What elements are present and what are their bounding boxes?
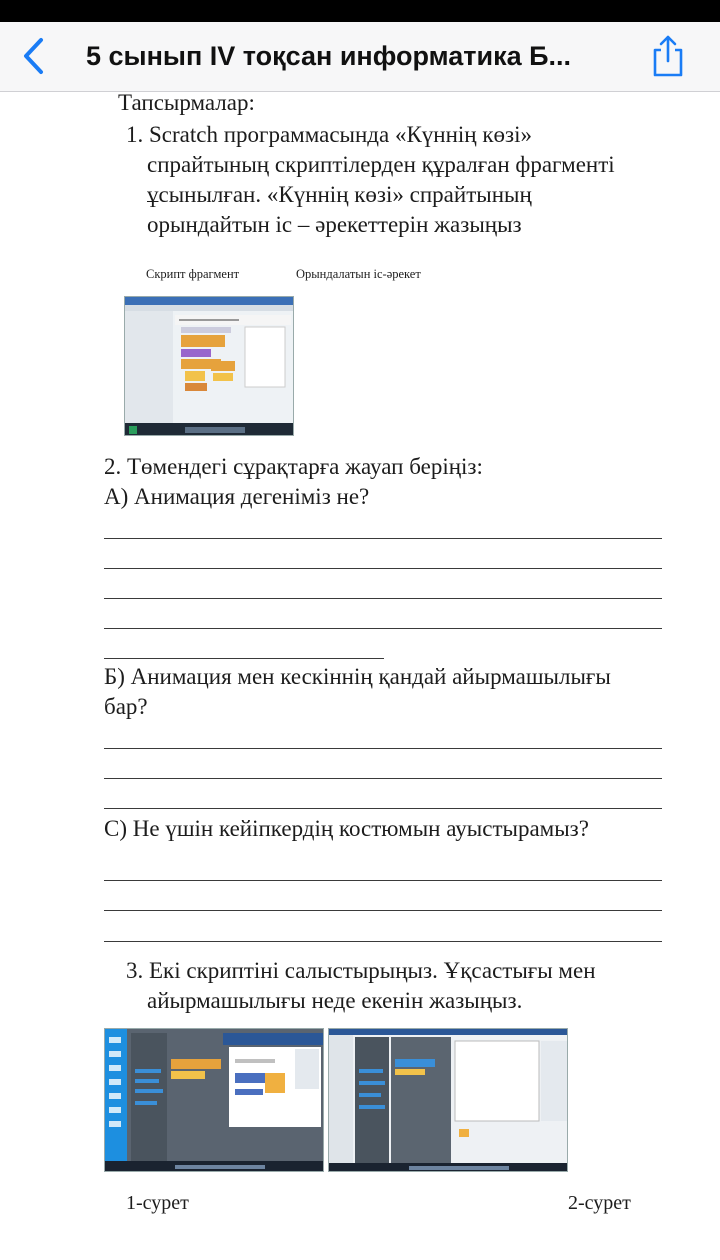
answer-line: [104, 568, 662, 569]
question-c: С) Не үшін кейіпкердің костюмын ауыстырамыз?: [104, 816, 589, 841]
answer-line: [104, 880, 662, 881]
task3-line2: айырмашылығы неде екенін жазыңыз.: [147, 988, 523, 1013]
answer-line: [104, 778, 662, 779]
answer-line: [104, 598, 662, 599]
task1-line2: спрайтының скриптілерден құралған фрагменті: [147, 152, 615, 177]
task1-line1: 1. Scratch программасында «Күннің көзі»: [126, 122, 533, 147]
status-bar: [0, 0, 720, 22]
picture-1-caption: 1-сурет: [126, 1192, 189, 1214]
chevron-left-icon: [21, 36, 47, 76]
answer-line: [104, 910, 662, 911]
share-icon: [650, 34, 686, 78]
task1-line3: ұсынылған. «Күннің көзі» спрайтының: [147, 182, 532, 207]
scratch-screenshot-2: [328, 1028, 568, 1172]
action-column-label: Орындалатын іс-әрекет: [296, 267, 421, 281]
answer-line: [104, 658, 384, 659]
question-a: А) Анимация дегеніміз не?: [104, 484, 370, 509]
share-button[interactable]: [646, 32, 690, 80]
task3-line1: 3. Екі скриптіні салыстырыңыз. Ұқсастығы мен: [126, 958, 596, 983]
document-page[interactable]: [0, 92, 720, 1260]
scratch-script-screenshot: [124, 296, 294, 436]
picture-2-caption: 2-сурет: [568, 1192, 631, 1214]
scratch-screenshot-1: [104, 1028, 324, 1172]
question-b-line1: Б) Анимация мен кескіннің қандай айырмашылығы: [104, 664, 611, 689]
answer-line: [104, 628, 662, 629]
navigation-bar: [0, 22, 720, 92]
back-button[interactable]: [14, 34, 54, 78]
answer-line: [104, 748, 662, 749]
script-column-label: Скрипт фрагмент: [146, 267, 240, 281]
question-b-line2: бар?: [104, 694, 148, 719]
task2-heading: 2. Төмендегі сұрақтарға жауап беріңіз:: [104, 454, 483, 479]
page-title: 5 сынып IV тоқсан информатика Б...: [86, 41, 572, 71]
answer-line: [104, 538, 662, 539]
tasks-heading: Тапсырмалар:: [118, 90, 255, 115]
task1-line4: орындайтын іс – әрекеттерін жазыңыз: [147, 212, 522, 237]
answer-line: [104, 941, 662, 942]
answer-line: [104, 808, 662, 809]
